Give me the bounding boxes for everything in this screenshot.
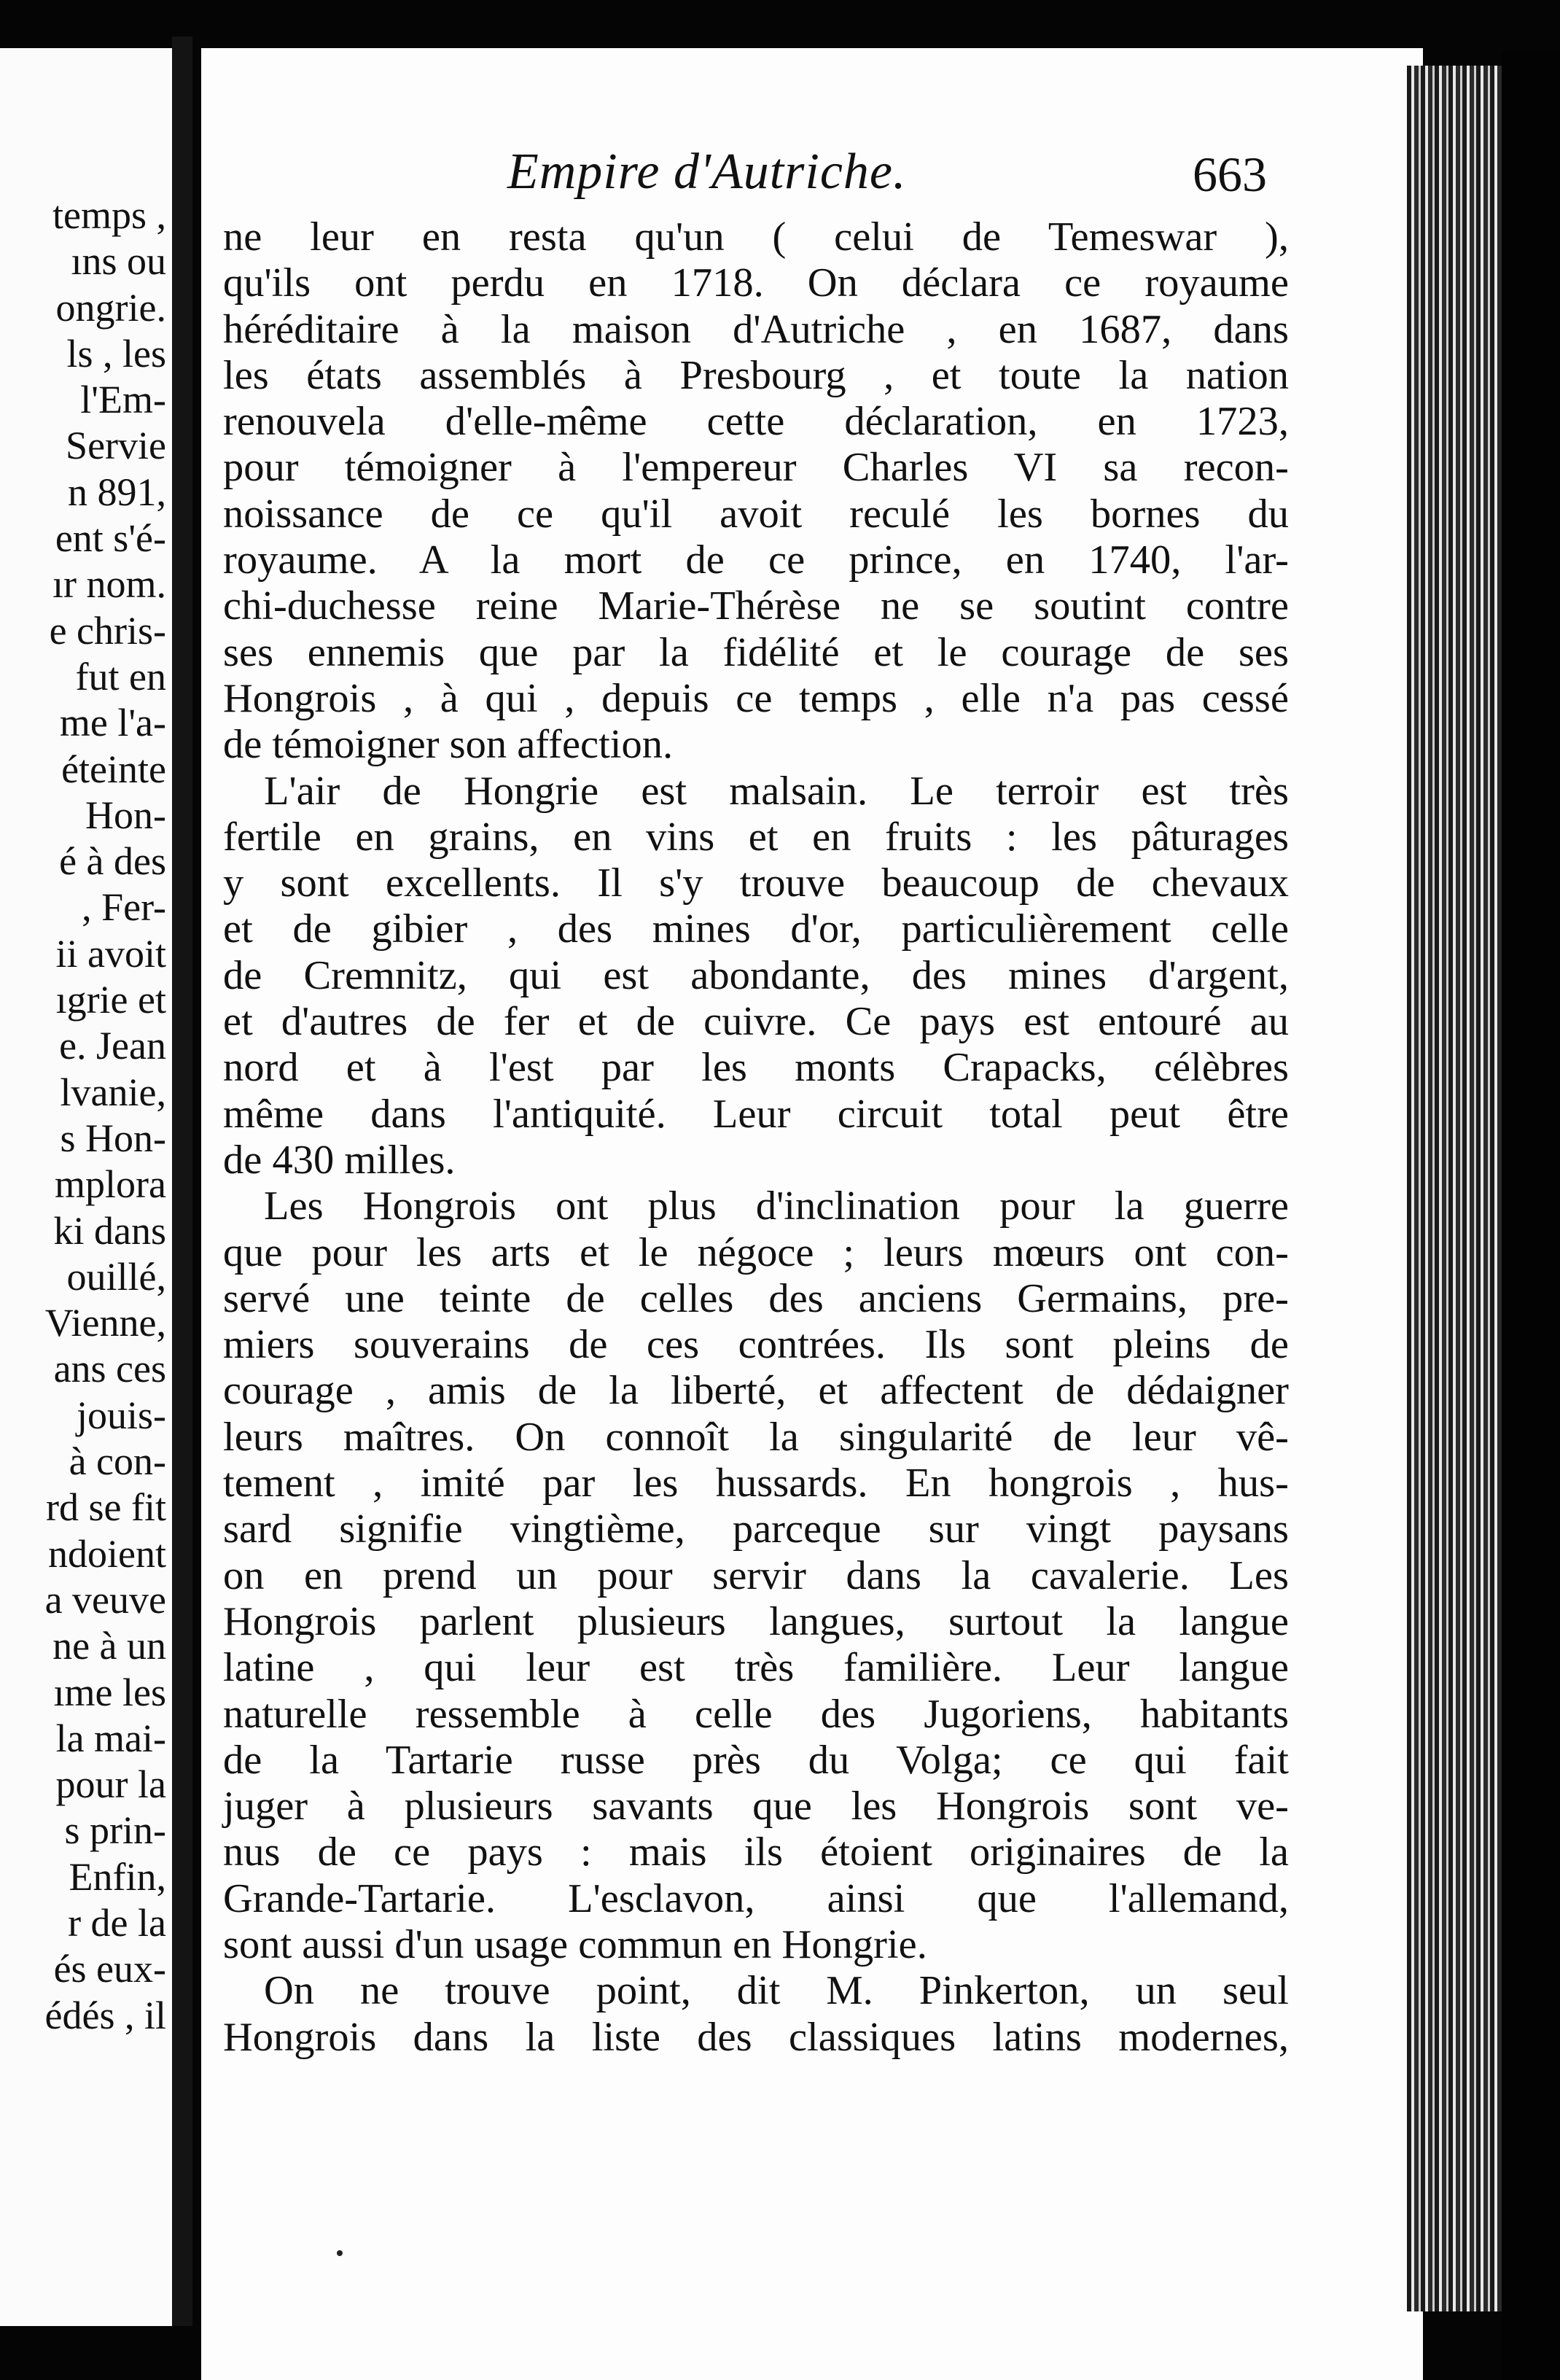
previous-page-line: ans ces — [53, 1347, 166, 1391]
text-line: on en prend un pour servir dans la cavalerie. Les — [223, 1552, 1289, 1598]
left-gutter-shadow — [172, 36, 192, 2326]
text-line: et d'autres de fer et de cuivre. Ce pays est entouré au — [223, 999, 1289, 1045]
text-line: Hongrois parlent plusieurs langues, surtout la langue — [223, 1598, 1289, 1644]
text-line: de 430 milles. — [223, 1137, 456, 1183]
previous-page-line: Vienne, — [44, 1301, 166, 1345]
previous-page-line: ouillé, — [66, 1254, 166, 1299]
text-line: chi-duchesse reine Marie-Thérèse ne se soutint contre — [223, 583, 1289, 629]
previous-page-line: la mai- — [55, 1716, 166, 1760]
text-line: et de gibier , des mines d'or, particulièrement celle — [223, 906, 1289, 952]
previous-page-line: l'Em- — [80, 378, 166, 422]
text-line: naturelle ressemble à celle des Jugoriens, habitants — [223, 1691, 1289, 1737]
previous-page-line: rd se fit — [46, 1485, 166, 1530]
text-line: nus de ce pays : mais ils étoient originaires de la — [223, 1829, 1289, 1875]
previous-page-line: ndoient — [48, 1531, 166, 1576]
previous-page-line: édés , il — [44, 1993, 166, 2037]
previous-page-line: a veuve — [44, 1577, 166, 1622]
previous-page-lines — [0, 192, 166, 2039]
text-line: les états assemblés à Presbourg , et toute la nation — [223, 352, 1289, 398]
text-line: ne leur en resta qu'un ( celui de Temeswar ), — [223, 214, 1289, 260]
text-line: qu'ils ont perdu en 1718. On déclara ce royaume — [223, 260, 1289, 306]
text-line: sard signifie vingtième, parceque sur vingt paysans — [223, 1506, 1289, 1552]
text-line: même dans l'antiquité. Leur circuit total peut être — [223, 1091, 1289, 1137]
previous-page-line: jouis- — [76, 1393, 166, 1437]
text-line: courage , amis de la liberté, et affectent de dédaigner — [223, 1368, 1289, 1414]
text-line: L'air de Hongrie est malsain. Le terroir est très — [264, 768, 1289, 814]
text-line: leurs maîtres. On connoît la singularité de leur vê- — [223, 1414, 1289, 1460]
running-title: Empire d'Autriche. — [507, 144, 907, 200]
ink-speck — [337, 2250, 343, 2256]
previous-page-line: és eux- — [53, 1947, 166, 1991]
previous-page-line: temps , — [52, 193, 166, 237]
text-line: nord et à l'est par les monts Crapacks, célèbres — [223, 1045, 1289, 1091]
text-line: pour témoigner à l'empereur Charles VI sa recon- — [223, 445, 1289, 491]
text-line: tement , imité par les hussards. En hongrois , hus- — [223, 1461, 1289, 1506]
previous-page-line: s Hon- — [60, 1116, 166, 1160]
previous-page-line: ıme les — [53, 1670, 166, 1714]
previous-page-line: Hon- — [85, 793, 166, 837]
text-line: renouvela d'elle-même cette déclaration, en 1723, — [223, 399, 1289, 445]
previous-page-line: ii avoit — [55, 931, 166, 976]
text-line: noissance de ce qu'il avoit reculé les bornes du — [223, 491, 1289, 537]
text-line: Hongrois , à qui , depuis ce temps , elle n'a pas cessé — [223, 675, 1289, 721]
previous-page-fragment — [0, 48, 172, 2326]
previous-page-line: n 891, — [68, 470, 166, 514]
previous-page-line: ls , les — [66, 331, 166, 376]
previous-page-line: é à des — [59, 839, 166, 884]
previous-page-line: pour la — [55, 1762, 166, 1807]
text-line: de témoigner son affection. — [223, 722, 674, 768]
text-line: latine , qui leur est très familière. Leur langue — [223, 1645, 1289, 1691]
previous-page-line: , Fer- — [82, 885, 166, 930]
text-line: de Cremnitz, qui est abondante, des mines d'argent, — [223, 952, 1289, 998]
page-edges — [1407, 66, 1502, 2311]
previous-page-line: mplora — [55, 1162, 166, 1207]
text-line: Les Hongrois ont plus d'inclination pour la guerre — [264, 1183, 1289, 1229]
text-line: que pour les arts et le négoce ; leurs mœurs ont con- — [223, 1229, 1289, 1275]
text-line: juger à plusieurs savants que les Hongrois sont ve- — [223, 1784, 1289, 1829]
previous-page-line: me l'a- — [59, 701, 166, 745]
previous-page-line: ki dans — [53, 1208, 166, 1253]
previous-page-line: Servie — [66, 424, 166, 468]
text-line: de la Tartarie russe près du Volga; ce qui fait — [223, 1737, 1289, 1783]
text-line: On ne trouve point, dit M. Pinkerton, un seul — [264, 1968, 1289, 2014]
text-line: miers souverains de ces contrées. Ils sont pleins de — [223, 1322, 1289, 1368]
text-line: Hongrois dans la liste des classiques latins modernes, — [223, 2014, 1289, 2060]
text-line: héréditaire à la maison d'Autriche , en 1687, dans — [223, 306, 1289, 352]
text-line: Grande-Tartarie. L'esclavon, ainsi que l'allemand, — [223, 1875, 1289, 1921]
previous-page-line: ıns ou — [71, 239, 166, 284]
text-line: servé une teinte de celles des anciens Germains, pre- — [223, 1275, 1289, 1321]
previous-page-line: ne à un — [52, 1624, 166, 1668]
scan-border — [1502, 51, 1560, 2380]
previous-page-line: lvanie, — [60, 1070, 166, 1114]
previous-page-line: fut en — [75, 654, 166, 699]
running-head — [201, 143, 1423, 209]
previous-page-line: e chris- — [49, 608, 166, 653]
text-line: ses ennemis que par la fidélité et le courage de ses — [223, 629, 1289, 675]
page-663 — [201, 48, 1423, 2380]
previous-page-line: ent s'é- — [55, 516, 166, 561]
text-line: sont aussi d'un usage commun en Hongrie. — [223, 1921, 927, 1967]
previous-page-line: à con- — [69, 1439, 166, 1484]
previous-page-line: ır nom. — [52, 562, 166, 607]
previous-page-line: Enfin, — [69, 1854, 166, 1899]
previous-page-line: s prin- — [64, 1808, 166, 1853]
previous-page-line: éteinte — [61, 747, 166, 791]
text-line: royaume. A la mort de ce prince, en 1740, l'ar- — [223, 537, 1289, 583]
text-line: fertile en grains, en vins et en fruits : les pâturages — [223, 814, 1289, 860]
text-line: y sont excellents. Il s'y trouve beaucoup de chevaux — [223, 860, 1289, 906]
body-text — [223, 214, 1289, 2061]
previous-page-line: ıgrie et — [55, 978, 166, 1022]
page-number: 663 — [1193, 147, 1267, 202]
previous-page-line: ongrie. — [55, 285, 166, 330]
previous-page-line: r de la — [68, 1900, 166, 1945]
previous-page-line: e. Jean — [59, 1024, 166, 1068]
